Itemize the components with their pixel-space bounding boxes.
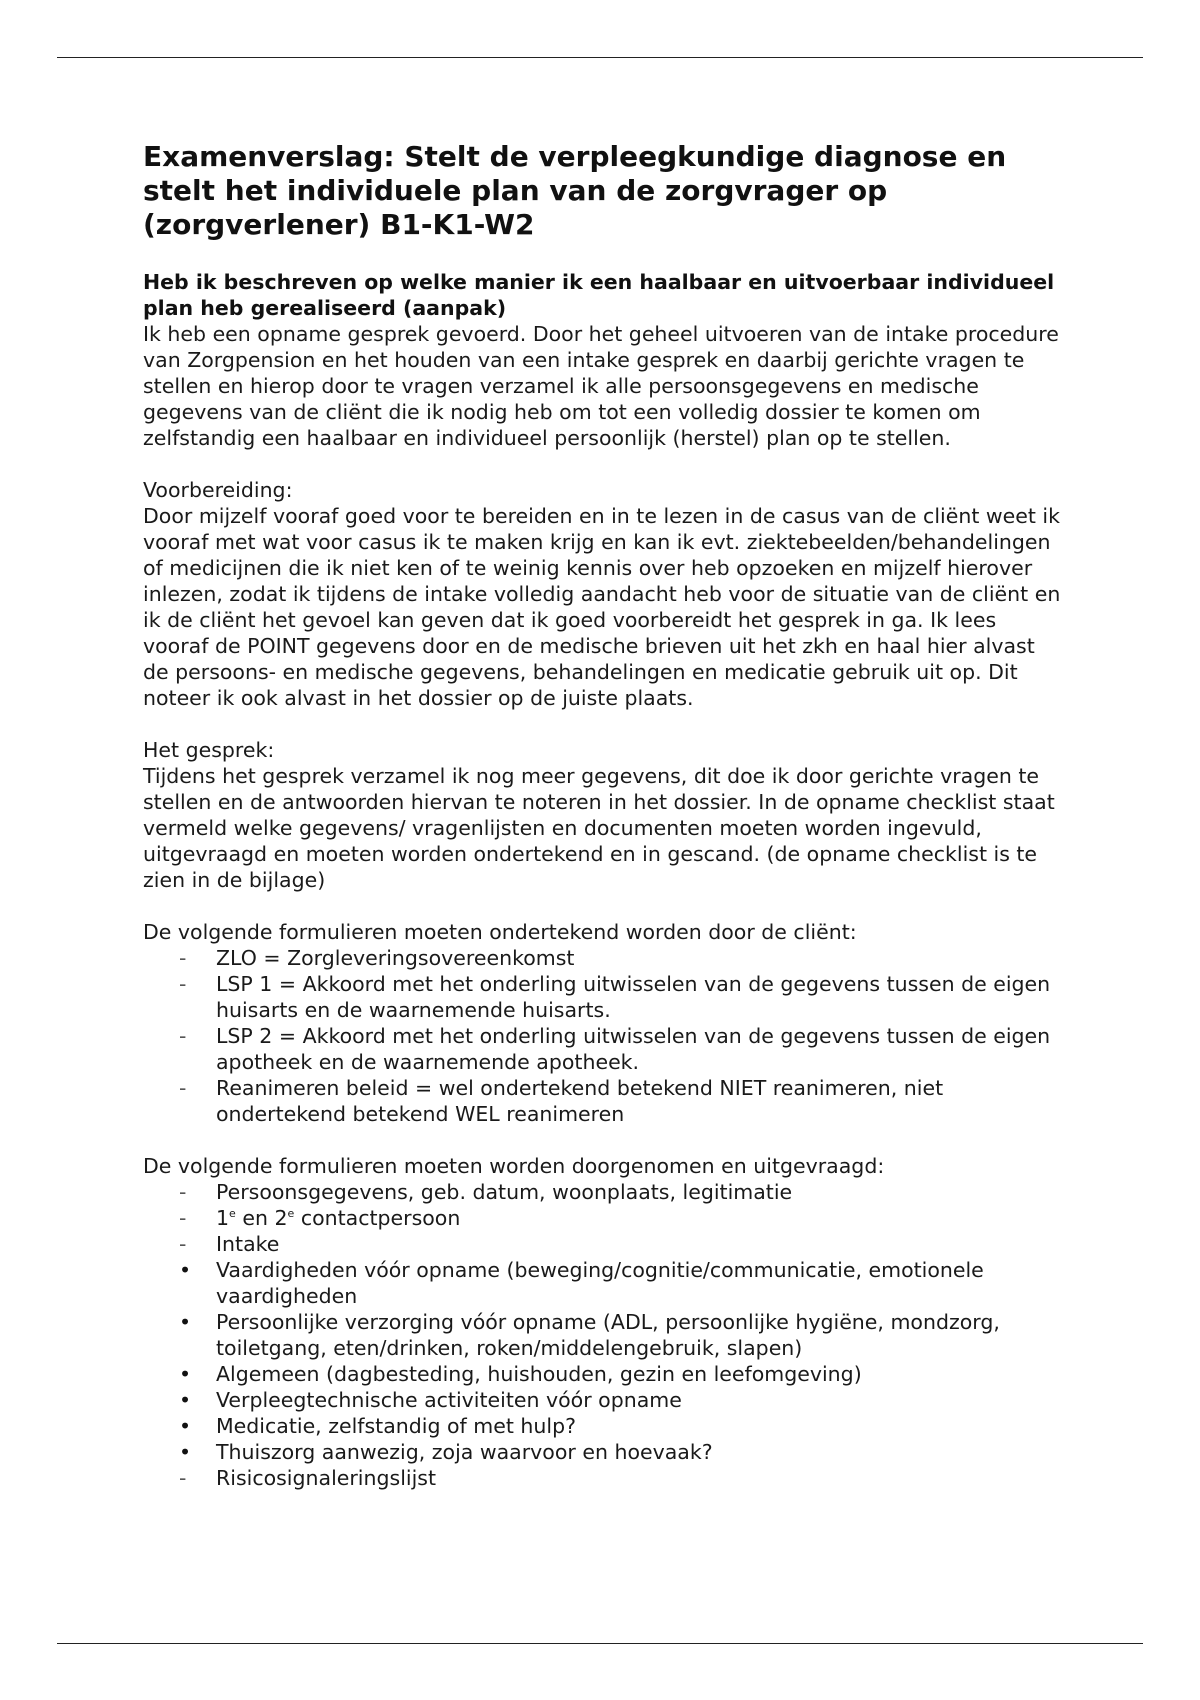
document-body bbox=[143, 140, 1063, 1491]
footer-rule bbox=[57, 1643, 1143, 1644]
list-item: • Medicatie, zelfstandig of met hulp? bbox=[179, 1414, 577, 1438]
doorgenomen-intro: De volgende formulieren moeten worden doorgenomen en uitgevraagd: bbox=[143, 1154, 885, 1178]
list-item: • Thuiszorg aanwezig, zoja waarvoor en hoevaak? bbox=[179, 1440, 713, 1464]
list-item: • Algemeen (dagbesteding, huishouden, gezin en leefomgeving) bbox=[179, 1362, 862, 1386]
ondertekend-intro: De volgende formulieren moeten ondertekend worden door de cliënt: bbox=[143, 920, 857, 944]
ondertekend-list bbox=[143, 945, 1063, 1127]
list-item: - Persoonsgegevens, geb. datum, woonplaats, legitimatie bbox=[179, 1180, 793, 1204]
bullet-marker: • bbox=[179, 1258, 192, 1282]
list-item: - LSP 2 = Akkoord met het onderling uitwisselen van de gegevens tussen de eigen apotheek en de waarnemende apotheek. bbox=[179, 1024, 1051, 1074]
dash-marker: - bbox=[179, 1076, 187, 1100]
intro-paragraph: Ik heb een opname gesprek gevoerd. Door het geheel uitvoeren van de intake procedure van Zorgpension en het houden van een intake gesprek en daarbij gerichte vragen te stellen en hierop door te vragen verzamel ik alle persoonsgegevens en medische gegevens van de cliënt die ik nodig heb om tot een volledig dossier te komen om zelfstandig een haalbaar en individueel persoonlijk (herstel) plan op te stellen. bbox=[143, 322, 1059, 450]
list-item: - 1e en 2e contactpersoon bbox=[179, 1206, 461, 1230]
list-item: • Vaardigheden vóór opname (beweging/cognitie/communicatie, emotionele vaardigheden bbox=[179, 1258, 984, 1308]
document-title: Examenverslag: Stelt de verpleegkundige diagnose en stelt het individuele plan van de zorgvrager op (zorgverlener) B1-K1-W2 bbox=[143, 140, 1007, 241]
bullet-marker: • bbox=[179, 1362, 192, 1386]
dash-marker: - bbox=[179, 972, 187, 996]
list-item: - Intake bbox=[179, 1232, 280, 1256]
header-rule bbox=[57, 57, 1143, 58]
voorbereiding-label: Voorbereiding: bbox=[143, 478, 293, 502]
dash-marker: - bbox=[179, 1206, 187, 1230]
voorbereiding-paragraph: Door mijzelf vooraf goed voor te bereiden en in te lezen in de casus van de cliënt weet ik vooraf met wat voor casus ik te maken krijg en kan ik evt. ziektebeelden/behandelingen of medicijnen die ik niet ken of te weinig kennis over heb opzoeken en mijzelf hierover inlezen, zodat ik tijdens de intake volledig aandacht heb voor de situatie van de cliënt en ik de cliënt het gevoel kan geven dat ik goed voorbereidt het gesprek in ga. Ik lees vooraf de POINT gegevens door en de medische brieven uit het zkh en haal hier alvast de persoons- en medische gegevens, behandelingen en medicatie gebruik uit op. Dit noteer ik ook alvast in het dossier op de juiste plaats. bbox=[143, 504, 1061, 710]
dash-marker: - bbox=[179, 946, 187, 970]
gesprek-label: Het gesprek: bbox=[143, 738, 275, 762]
list-item: - Reanimeren beleid = wel ondertekend betekend NIET reanimeren, niet ondertekend betekend WEL reanimeren bbox=[179, 1076, 944, 1126]
dash-marker: - bbox=[179, 1024, 187, 1048]
bullet-marker: • bbox=[179, 1310, 192, 1334]
section-heading: Heb ik beschreven op welke manier ik een haalbaar en uitvoerbaar individueel plan heb gerealiseerd (aanpak) bbox=[143, 270, 1055, 320]
dash-marker: - bbox=[179, 1232, 187, 1256]
list-item: - LSP 1 = Akkoord met het onderling uitwisselen van de gegevens tussen de eigen huisarts en de waarnemende huisarts. bbox=[179, 972, 1051, 1022]
bullet-marker: • bbox=[179, 1414, 192, 1438]
list-item: - ZLO = Zorgleveringsovereenkomst bbox=[179, 946, 575, 970]
bullet-marker: • bbox=[179, 1388, 192, 1412]
dash-marker: - bbox=[179, 1466, 187, 1490]
list-item: • Verpleegtechnische activiteiten vóór opname bbox=[179, 1388, 682, 1412]
list-item: • Persoonlijke verzorging vóór opname (ADL, persoonlijke hygiëne, mondzorg, toiletgang, eten/drinken, roken/middelengebruik, slapen) bbox=[179, 1310, 1000, 1360]
dash-marker: - bbox=[179, 1180, 187, 1204]
bullet-marker: • bbox=[179, 1440, 192, 1464]
list-item: - Risicosignaleringslijst bbox=[179, 1466, 436, 1490]
doorgenomen-list bbox=[143, 1179, 1063, 1491]
gesprek-paragraph: Tijdens het gesprek verzamel ik nog meer gegevens, dit doe ik door gerichte vragen te stellen en de antwoorden hiervan te noteren in het dossier. In de opname checklist staat vermeld welke gegevens/ vragenlijsten en documenten moeten worden ingevuld, uitgevraagd en moeten worden ondertekend en in gescand. (de opname checklist is te zien in de bijlage) bbox=[143, 764, 1055, 892]
